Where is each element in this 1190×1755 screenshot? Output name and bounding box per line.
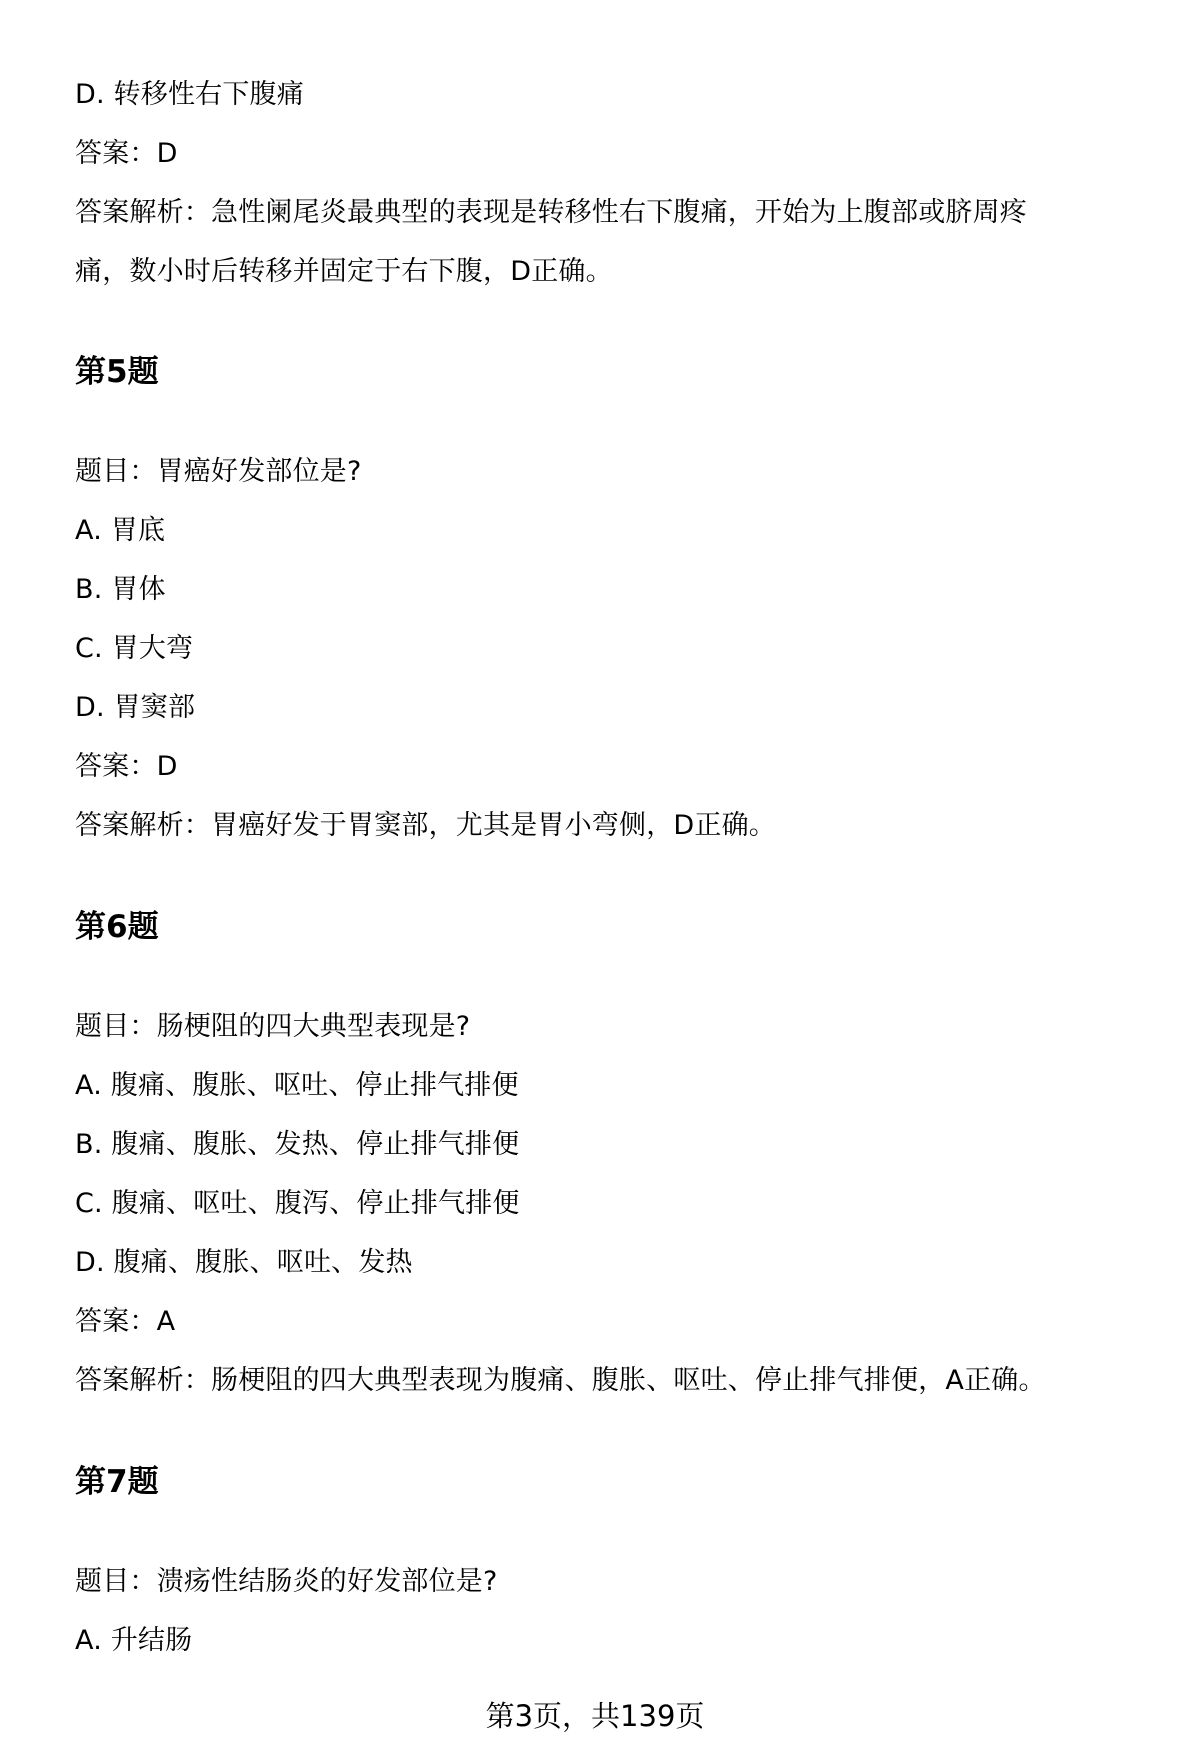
q5-heading: 第5题 <box>75 354 159 390</box>
q6-option-a: A. 腹痛、腹胀、呕吐、停止排气排便 <box>75 1070 519 1101</box>
q5-option-c: C. 胃大弯 <box>75 633 194 664</box>
q5-option-d: D. 胃窦部 <box>75 692 196 723</box>
q7-question: 题目：溃疡性结肠炎的好发部位是? <box>75 1566 498 1597</box>
q5-option-b: B. 胃体 <box>75 574 166 605</box>
q4-analysis-line-2: 痛，数小时后转移并固定于右下腹，D正确。 <box>75 256 613 287</box>
q7-option-a: A. 升结肠 <box>75 1625 193 1656</box>
q5-analysis: 答案解析：胃癌好发于胃窦部，尤其是胃小弯侧，D正确。 <box>75 810 776 841</box>
q6-question: 题目：肠梗阻的四大典型表现是? <box>75 1011 471 1042</box>
q6-option-c: C. 腹痛、呕吐、腹泻、停止排气排便 <box>75 1188 520 1219</box>
q4-answer: 答案：D <box>75 138 178 169</box>
q5-answer: 答案：D <box>75 751 178 782</box>
q6-option-d: D. 腹痛、腹胀、呕吐、发热 <box>75 1247 413 1278</box>
q4-analysis-line-1: 答案解析：急性阑尾炎最典型的表现是转移性右下腹痛，开始为上腹部或脐周疼 <box>75 197 1027 228</box>
q6-analysis: 答案解析：肠梗阻的四大典型表现为腹痛、腹胀、呕吐、停止排气排便，A正确。 <box>75 1365 1046 1396</box>
q4-option-d: D. 转移性右下腹痛 <box>75 79 304 110</box>
q5-option-a: A. 胃底 <box>75 515 166 546</box>
q6-option-b: B. 腹痛、腹胀、发热、停止排气排便 <box>75 1129 520 1160</box>
q7-heading: 第7题 <box>75 1464 159 1500</box>
page-number-indicator: 第3页，共139页 <box>485 1699 705 1733</box>
q6-heading: 第6题 <box>75 909 159 945</box>
q6-answer: 答案：A <box>75 1306 176 1337</box>
q5-question: 题目：胃癌好发部位是? <box>75 456 362 487</box>
